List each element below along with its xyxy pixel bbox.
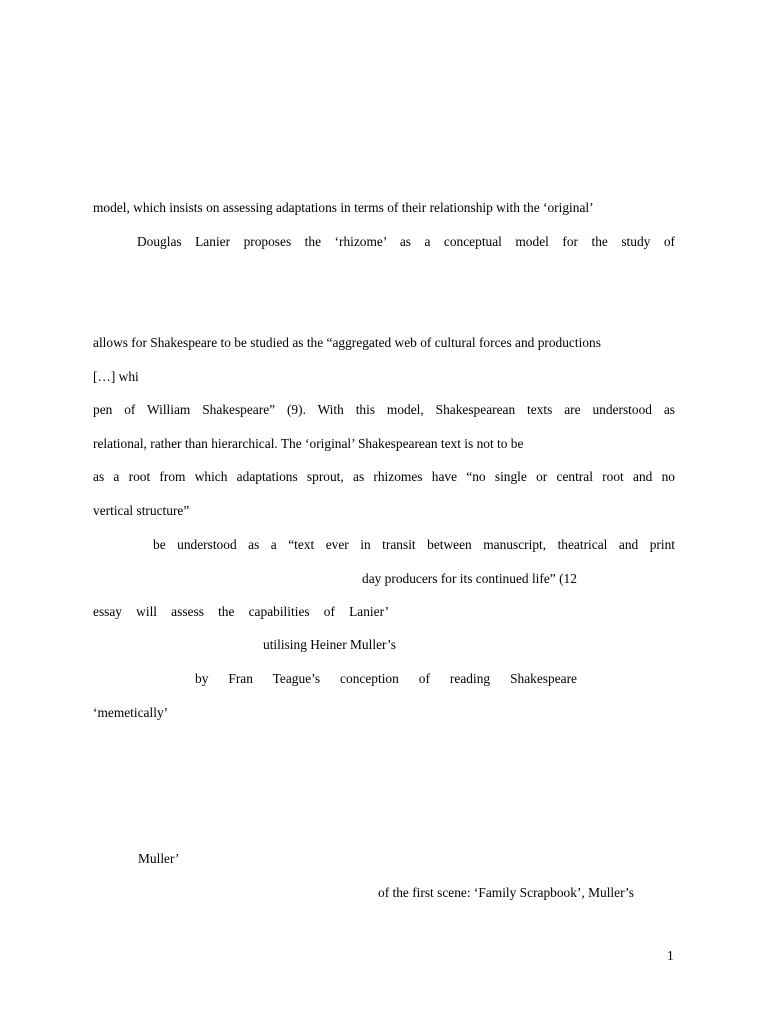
text-line-10: day producers for its continued life” (12 [362, 571, 577, 586]
text-line-13: by Fran Teague’s conception of reading Shakespeare [195, 671, 577, 686]
text-line-3: allows for Shakespeare to be studied as the “aggregated web of cultural forces and productions [93, 335, 601, 350]
text-line-14: ‘memetically’ [93, 705, 169, 720]
text-line-2: Douglas Lanier proposes the ‘rhizome’ as a conceptual model for the study of [137, 234, 675, 249]
text-line-4: […] whi [93, 369, 139, 384]
text-line-8: vertical structure” [93, 503, 190, 518]
page-number: 1 [667, 948, 674, 963]
text-line-6: relational, rather than hierarchical. The ‘original’ Shakespearean text is not to be [93, 436, 524, 451]
text-line-16: of the first scene: ‘Family Scrapbook’, Muller’s [378, 885, 634, 900]
text-line-9: be understood as a “text ever in transit between manuscript, theatrical and print [153, 537, 675, 552]
text-line-7: as a root from which adaptations sprout, as rhizomes have “no single or central root and no [93, 469, 675, 484]
text-line-1: model, which insists on assessing adaptations in terms of their relationship with the ‘original’ [93, 200, 594, 215]
text-line-15: Muller’ [138, 851, 180, 866]
text-line-5: pen of William Shakespeare” (9). With this model, Shakespearean texts are understood as [93, 402, 675, 417]
text-line-12: utilising Heiner Muller’s [263, 637, 396, 652]
text-line-11: essay will assess the capabilities of Lanier’ [93, 604, 389, 619]
